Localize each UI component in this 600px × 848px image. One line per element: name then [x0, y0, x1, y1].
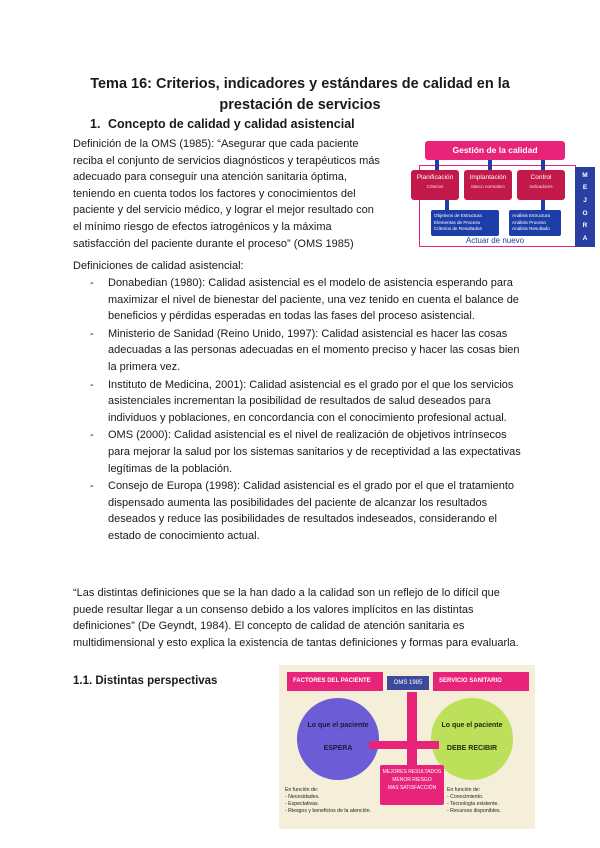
right-note-line: En función de: [447, 787, 481, 793]
actuar-de-nuevo-label: Actuar de nuevo [440, 236, 550, 245]
page-title [60, 74, 540, 116]
objetivos-line: Elementos de Proceso [434, 219, 481, 225]
closing-quote: “Las distintas definiciones que se la han dado a la calidad son un reflejo de lo difícil que puede resultar llegar a un consenso debido a los valores implícitos en las distintas definiciones” (De Geyndt, 1984). El concepto de calidad de atención sanitaria es multidimensional y esto explica la existencia de tantas definiciones y formas para evaluarla. [73, 587, 519, 649]
definition-text: Donabedian (1980): Calidad asistencial es el modelo de asistencia esperando para maximizar el nivel de bienestar del paciente, una vez tenido en cuenta el balance de beneficios y pérdidas esperadas en todas las fases del proceso asistencial. [108, 277, 519, 323]
implantacion-title: Implantación [469, 174, 507, 181]
analisis-line: Análisis Estructura [512, 213, 551, 218]
mejora-letter: R [582, 222, 588, 230]
left-note-line: - Expectativas. [285, 801, 320, 807]
left-circle-line-2: ESPERA [323, 745, 353, 752]
analisis-box [509, 210, 561, 236]
oms-1985-label: OMS 1985 [387, 676, 429, 690]
dash-bullet: - [90, 378, 94, 391]
quality-management-diagram [405, 138, 597, 250]
planificacion-box [411, 170, 459, 200]
section-1-1-heading: 1.1. Distintas perspectivas [73, 675, 218, 687]
list-item [90, 326, 530, 376]
dash-bullet: - [90, 277, 94, 289]
mejora-letter: A [582, 235, 588, 243]
definitions-heading: Definiciones de calidad asistencial: [73, 260, 244, 272]
objetivos-line: Objetivos de Estructura [434, 213, 482, 218]
arrow-connector [541, 200, 545, 210]
right-note-line: - Recursos disponibles. [447, 808, 501, 814]
dash-bullet: - [90, 429, 94, 442]
title-line-1: Tema 16: Criterios, indicadores y estándares de calidad en la [90, 76, 510, 92]
arrow-connector [488, 160, 492, 170]
intro-line: paciente y del servicio médico, y lograr el mejor resultado con [73, 204, 374, 217]
resultados-line: MEJORES RESULTADOS [382, 769, 442, 775]
definition-text: Ministerio de Sanidad (Reino Unido, 1997): Calidad asistencial es hacer las cosas adecuadas a las personas adecuadas en el momento preciso y hacer las cosas bien la primera vez. [108, 327, 520, 373]
perspectives-diagram [279, 665, 535, 829]
planificacion-sub: Criterios [426, 184, 444, 189]
arrow-connector [541, 160, 545, 170]
dash-bullet: - [90, 480, 94, 493]
right-note-line: - Tecnología existente. [447, 801, 499, 807]
right-note-line: - Conocimiento. [447, 794, 484, 800]
right-circle-line-1: Lo que el paciente [441, 722, 503, 729]
mejora-column [575, 167, 595, 247]
intro-line: el mínimo riesgo de efectos iatrogénicos y la máxima [73, 220, 332, 233]
analisis-line: Análisis Resultado [512, 226, 550, 231]
list-item [90, 377, 530, 427]
left-notes [285, 787, 371, 815]
right-notes [447, 787, 501, 815]
analisis-line: Análisis Proceso [512, 219, 546, 225]
paciente-espera-circle [297, 698, 379, 780]
arrow-connector [445, 200, 449, 210]
oms-definition [73, 136, 398, 252]
definition-text: OMS (2000): Calidad asistencial es el nivel de realización de objetivos intrínsecos para mejorar la salud por los sistemas sanitarios y de receptividad a las expectativas legítimas de la población. [108, 429, 521, 475]
mejora-letter: E [582, 184, 588, 192]
servicio-sanitario-bar: SERVICIO SANITARIO [433, 672, 529, 691]
left-circle-line-1: Lo que el paciente [307, 722, 369, 729]
left-note-line: - Riesgos y beneficios de la atención. [285, 808, 371, 814]
mejora-letter: J [583, 197, 587, 205]
arrow-connector [435, 160, 439, 170]
list-item [90, 275, 530, 325]
control-title: Control [530, 174, 552, 181]
section-1-title: Concepto de calidad y calidad asistencial [108, 117, 355, 131]
objetivos-line: Criterios de Resultados [434, 226, 482, 231]
planificacion-title: Planificación [416, 174, 454, 181]
intro-line: reciba el conjunto de servicios diagnósticos y terapéuticos más [73, 154, 380, 167]
resultados-line: MENOR RIESGO [392, 777, 432, 783]
mejora-letter: M [582, 171, 588, 179]
definition-text: Instituto de Medicina, 2001): Calidad asistencial es el grado por el que los servicios asistenciales incrementan la posibilidad de resultados de salud deseados para individuos y poblaciones, en concordancia con el conocimiento profesional actual. [108, 378, 514, 424]
arrow-shaft [369, 741, 439, 749]
implantacion-sub: Marco normativo [471, 184, 505, 189]
definitions-list [90, 275, 530, 546]
section-1-number: 1. [90, 117, 101, 131]
intro-line: satisfacción del paciente durante el proceso” (OMS 1985) [73, 237, 354, 250]
section-1-heading [90, 117, 355, 131]
dash-bullet: - [90, 327, 94, 340]
implantacion-box [464, 170, 512, 200]
left-note-line: En función de: [285, 787, 319, 793]
control-sub: Indicadores [529, 184, 553, 189]
definition-text: Consejo de Europa (1998): Calidad asistencial es el grado por el que el tratamiento dispensado aumenta las posibilidades del paciente de alcanzar los resultados deseados y reduce las posibilidades de resultados indeseados, considerando el estado de conocimiento actual. [108, 480, 515, 542]
list-item [90, 427, 530, 477]
intro-line: Definición de la OMS (1985): “Asegurar que cada paciente [73, 138, 359, 150]
title-line-2: prestación de servicios [219, 97, 381, 113]
control-box [517, 170, 565, 200]
intro-line: teniendo en cuenta todos los factores y conocimientos del [73, 187, 356, 200]
right-circle-line-2: DEBE RECIBIR [446, 745, 498, 752]
left-note-line: - Necesidades. [285, 794, 320, 800]
list-item [90, 478, 530, 544]
mejora-letter: O [582, 209, 588, 217]
resultados-line: MAS SATISFACCIÓN [387, 785, 437, 791]
intro-line: adecuado para conseguir una atención sanitaria óptima, [73, 171, 347, 184]
objetivos-box [431, 210, 499, 236]
factores-paciente-bar: FACTORES DEL PACIENTE [287, 672, 383, 691]
gestion-calidad-box: Gestión de la calidad [425, 141, 565, 160]
resultados-box [380, 765, 444, 805]
arrow-shaft [407, 692, 417, 765]
